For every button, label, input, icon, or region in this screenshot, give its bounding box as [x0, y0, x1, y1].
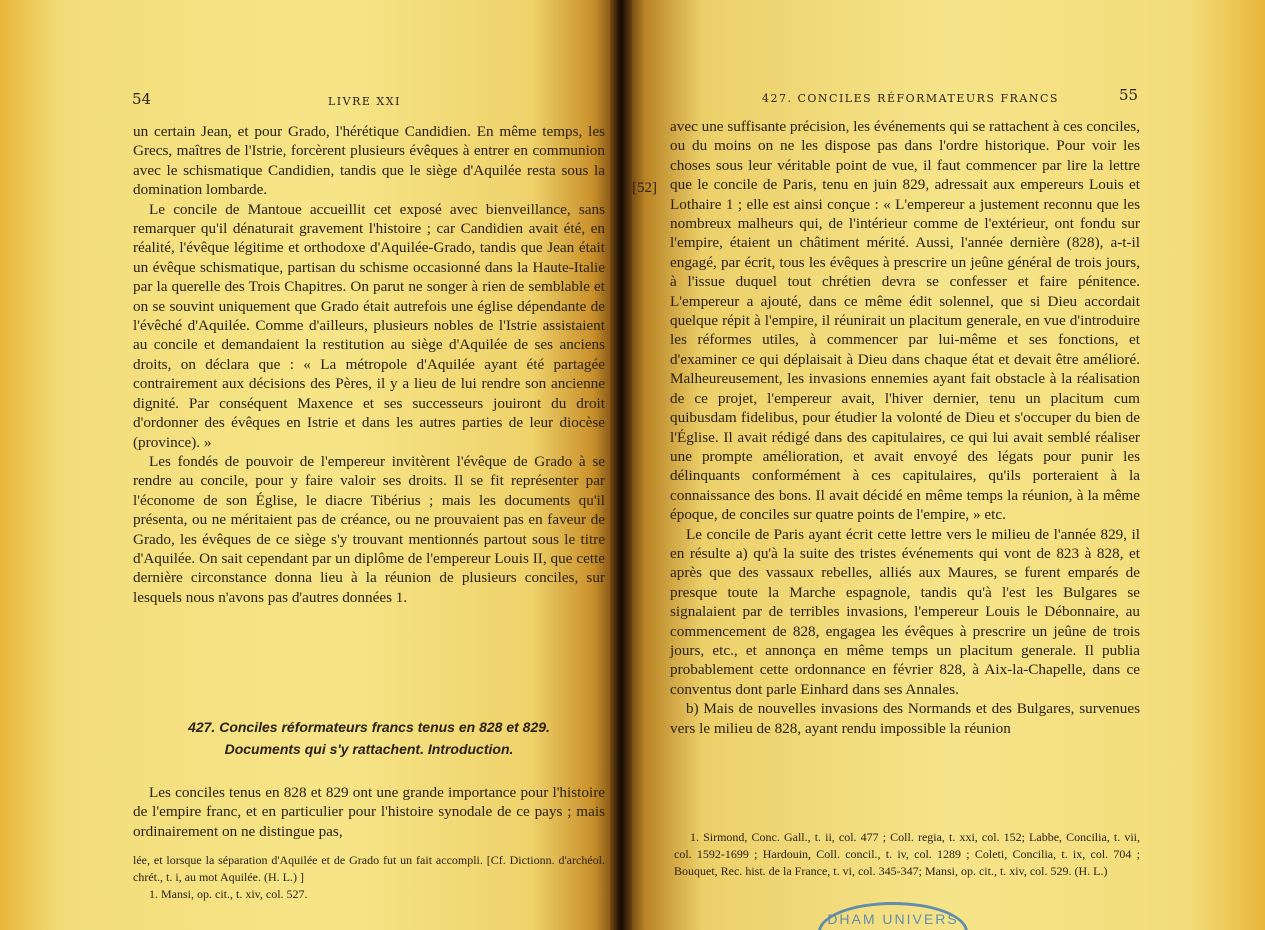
left-paragraph-1: un certain Jean, et pour Grado, l'hérétique Candidien. En même temps, les Grecs, maîtres de l'Istrie, forcèrent plusieurs évêques à entrer en communion avec le schismatique Candidien, tandis que le siège d'Aquilée resta sous la domination lombarde. — [133, 123, 605, 199]
book-gutter — [610, 0, 632, 930]
right-footnotes — [674, 829, 1140, 880]
right-running-head: 427. CONCILES RÉFORMATEURS FRANCS — [762, 92, 1059, 105]
right-footnote-1: 1. Sirmond, Conc. Gall., t. ii, col. 477 ; Coll. regia, t. xxi, col. 152; Labbe, Concilia, t. vii, col. 1592-1699 ; Hardouin, Coll. concil., t. iv, col. 1289 ; Coleti, Concilia, t. ix, col. 704 ; Bouquet, Rec. hist. de la France, t. vi, col. 345-347; Mansi, op. cit., t. xiv, col. 529. (H. L.) — [674, 830, 1140, 878]
section-intro — [133, 783, 605, 841]
left-footnote-continued: lée, et lorsque la séparation d'Aquilée et de Grado fut un fait accompli. [Cf. Dictionn. d'archéol. chrét., t. i, au mot Aquilée. (H. L.) ] — [133, 853, 605, 884]
right-body — [670, 117, 1140, 738]
right-paragraph-3: b) Mais de nouvelles invasions des Normands et des Bulgares, survenues vers le milieu de 828, ayant rendu impossible la réunion — [670, 700, 1140, 737]
margin-note: [52] — [632, 180, 657, 196]
left-running-head: LIVRE XXI — [328, 95, 401, 108]
section-heading-line-1: 427. Conciles réformateurs francs tenus en 828 et 829. — [188, 719, 550, 735]
right-page — [626, 0, 1265, 930]
left-paragraph-2: Le concile de Mantoue accueillit cet exposé avec bienveillance, sans remarquer qu'il dénaturait gravement l'histoire ; car Candidien avait été, en réalité, l'évêque légitime et orthodoxe d'Aquilée-Grado, tandis que Jean était un évêque schismatique, partisan du schisme occasionné dans la Haute-Italie par la querelle des Trois Chapitres. On parut ne songer à rien de semblable et on se souvint uniquement que Grado était autrefois une église dépendante de l'évêché d'Aquilée. Comme d'ailleurs, plusieurs nobles de l'Istrie assistaient au concile et demandaient la restitution au siège d'Aquilée de ses anciens droits, on déclara que : « La métropole d'Aquilée ayant été partagée contrairement aux décisions des Pères, il y a lieu de lui rendre son ancienne dignité. Par conséquent Maxence et ses successeurs jouiront du droit d'ordonner des évêques en Istrie et dans les autres parties de leur diocèse (province). » — [133, 200, 605, 451]
right-paragraph-1: avec une suffisante précision, les événements qui se rattachent à ces conciles, ou du moins on ne les dispose pas dans l'ordre historique. Pour voir les choses sous leur véritable point de vue, il faut commencer par lire la lettre que le concile de Paris, tenu en juin 829, adressait aux empereurs Louis et Lothaire 1 ; elle est ainsi conçue : « L'empereur a justement reconnu que les nombreux malheurs qui, de l'intérieur comme de l'extérieur, ont fondu sur l'empire, étaient un châtiment mérité. Aussi, l'année dernière (828), a-t-il engagé, par écrit, tous les évêques à prescrire un jeûne général de trois jours, à l'issue duquel tout chrétien devra se confesser et faire pénitence. L'empereur a ajouté, dans ce même édit solennel, que si Dieu accordait quelque répit à l'empire, il réunirait un placitum generale, en vue d'introduire les réformes utiles, à commencer par lui-même et ses fonctions, et d'examiner ce qui déplaisait à Dieu dans chaque état et devait être amélioré. Malheureusement, les invasions ennemies ayant fait obstacle à la réalisation de ce projet, l'empereur avait, l'hiver dernier, tenu un placitum cum quibusdam fidelibus, pour étudier la volonté de Dieu et s'occuper du bien de l'Église. Il avait rédigé dans des capitulaires, ce qui lui avait semblé réaliser une prompte amélioration, et avait envoyé des légats pour punir les délinquants conformément à ces capitulaires, qu'ils porteraient à la connaissance des bons. Il avait décidé en même temps la réunion, à la même époque, de conciles sur quatre points de l'empire, » etc. — [670, 118, 1140, 524]
left-body — [133, 122, 605, 607]
left-paragraph-3: Les fondés de pouvoir de l'empereur invitèrent l'évêque de Grado à se rendre au concile, pour y faire valoir ses droits. Il se fit représenter par l'économe de son Église, le diacre Tibérius ; mais les documents qu'il présenta, ou ne méritaient pas de créance, ou ne prouvaient pas en faveur de Grado, les évêques de ce siège s'y trouvant mentionnés partout sous le titre d'Aquilée. On sait cependant par un diplôme de l'empereur Louis II, que cette dernière circonstance donna lieu à la réunion de plusieurs conciles, sur lesquels nous n'avons pas d'autres données 1. — [133, 452, 605, 606]
section-heading-line-2: Documents qui s'y rattachent. Introduction. — [224, 741, 514, 757]
left-footnotes — [133, 852, 605, 903]
section-intro-paragraph: Les conciles tenus en 828 et 829 ont une grande importance pour l'histoire de l'empire franc, et en particulier pour l'histoire synodale de ce pays ; mais ordinairement on ne distingue pas, — [133, 784, 605, 840]
left-page-number: 54 — [132, 90, 152, 108]
left-footnote-1: 1. Mansi, op. cit., t. xiv, col. 527. — [149, 887, 308, 901]
library-stamp: DHAM UNIVERS — [818, 902, 968, 930]
left-page — [0, 0, 618, 930]
right-page-number: 55 — [1119, 86, 1139, 104]
section-heading — [133, 716, 605, 760]
right-paragraph-2: Le concile de Paris ayant écrit cette lettre vers le milieu de l'année 829, il en résulte a) qu'à la suite des tristes événements qui vont de 823 à 828, et après que des vassaux rebelles, alliés aux Maures, se furent emparés de presque toute la Marche espagnole, tandis qu'à l'est les Bulgares se signalaient par de terribles invasions, l'empereur Louis le Débonnaire, au commencement de 828, engagea les évêques à prescrire un jeûne de trois jours, etc., et annonça en même temps un placitum generale. Il publia probablement cette ordonnance en février 828, à Aix-la-Chapelle, dans ce conventus dont parle Einhard dans ses Annales. — [670, 525, 1140, 698]
